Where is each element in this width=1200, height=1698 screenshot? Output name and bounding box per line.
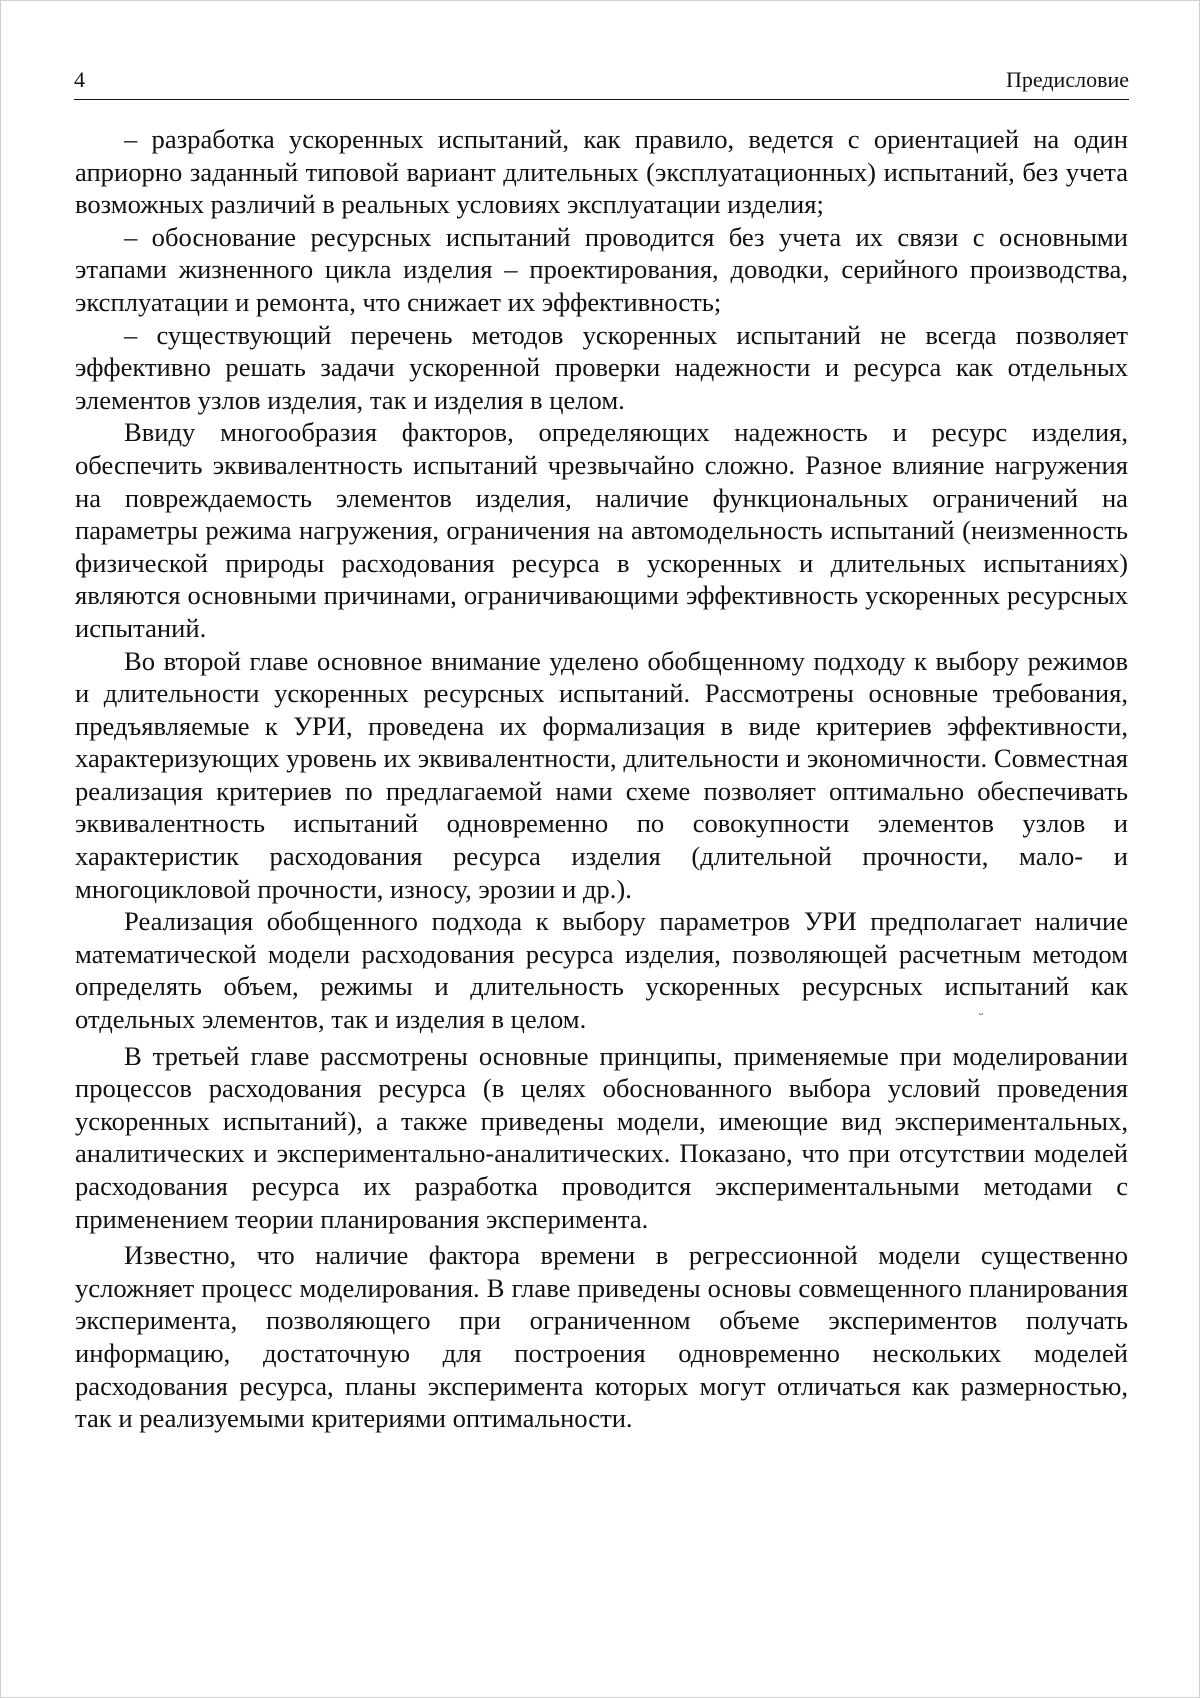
paragraph-generalized-approach: Реализация обобщенного подхода к выбору параметров УРИ предполагает наличие математической модели расходования ресурса изделия, позволяющей расчетным методом определять объем, режимы и длительность ускоренных ресурсных испытаний как отдельных элементов, так и изделия в целом. (75, 905, 1128, 1035)
header-rule (74, 99, 1129, 100)
book-page (0, 0, 1200, 1698)
scan-speck: ᵕ (979, 1008, 983, 1024)
body-text (75, 123, 1128, 1435)
paragraph-chapter-3: В третьей главе рассмотрены основные принципы, применяемые при моделировании процессов расходования ресурса (в целях обоснованного выбора условий проведения ускоренных испытаний), а также приведены модели, имеющие вид экспериментальных, аналитических и экспериментально-аналитических. Показано, что при отсутствии моделей расходования ресурса их разработка проводится экспериментальными методами с применением теории планирования эксперимента. (75, 1040, 1128, 1236)
paragraph-factors: Ввиду многообразия факторов, определяющих надежность и ресурс изделия, обеспечить эквивалентность испытаний чрезвычайно сложно. Разное влияние нагружения на повреждаемость элементов изделия, наличие функциональных ограничений на параметры режима нагружения, ограничения на автомодельность испытаний (неизменность физической природы расходования ресурса в ускоренных и длительных испытаниях) являются основными причинами, ограничивающими эффективность ускоренных ресурсных испытаний. (75, 416, 1128, 644)
paragraph-time-factor: Известно, что наличие фактора времени в регрессионной модели существенно усложняет процесс моделирования. В главе приведены основы совмещенного планирования эксперимента, позволяющего при ограниченном объеме экспериментов получать информацию, достаточную для построения одновременно нескольких моделей расходования ресурса, планы эксперимента которых могут отличаться как размерностью, так и реализуемыми критериями оптимальности. (75, 1239, 1128, 1435)
list-item-3: – существующий перечень методов ускоренных испытаний не всегда позволяет эффективно решать задачи ускоренной проверки надежности и ресурса как отдельных элементов узлов изделия, так и изделия в целом. (75, 319, 1128, 417)
paragraph-chapter-2: Во второй главе основное внимание уделено обобщенному подходу к выбору режимов и длительности ускоренных ресурсных испытаний. Рассмотрены основные требования, предъявляемые к УРИ, проведена их формализация в виде критериев эффективности, характеризующих уровень их эквивалентности, длительности и экономичности. Совместная реализация критериев по предлагаемой нами схеме позволяет оптимально обеспечивать эквивалентность испытаний одновременно по совокупности элементов узлов и характеристик расходования ресурса изделия (длительной прочности, мало- и многоцикловой прочности, износу, эрозии и др.). (75, 645, 1128, 906)
list-item-2: – обоснование ресурсных испытаний проводится без учета их связи с основными этапами жизненного цикла изделия – проектирования, доводки, серийного производства, эксплуатации и ремонта, что снижает их эффективность; (75, 221, 1128, 319)
section-title: Предисловие (1006, 67, 1129, 93)
running-head (74, 63, 1129, 93)
list-item-1: – разработка ускоренных испытаний, как правило, ведется с ориентацией на один априорно заданный типовой вариант длительных (эксплуатационных) испытаний, без учета возможных различий в реальных условиях эксплуатации изделия; (75, 123, 1128, 221)
page-number: 4 (74, 67, 85, 93)
